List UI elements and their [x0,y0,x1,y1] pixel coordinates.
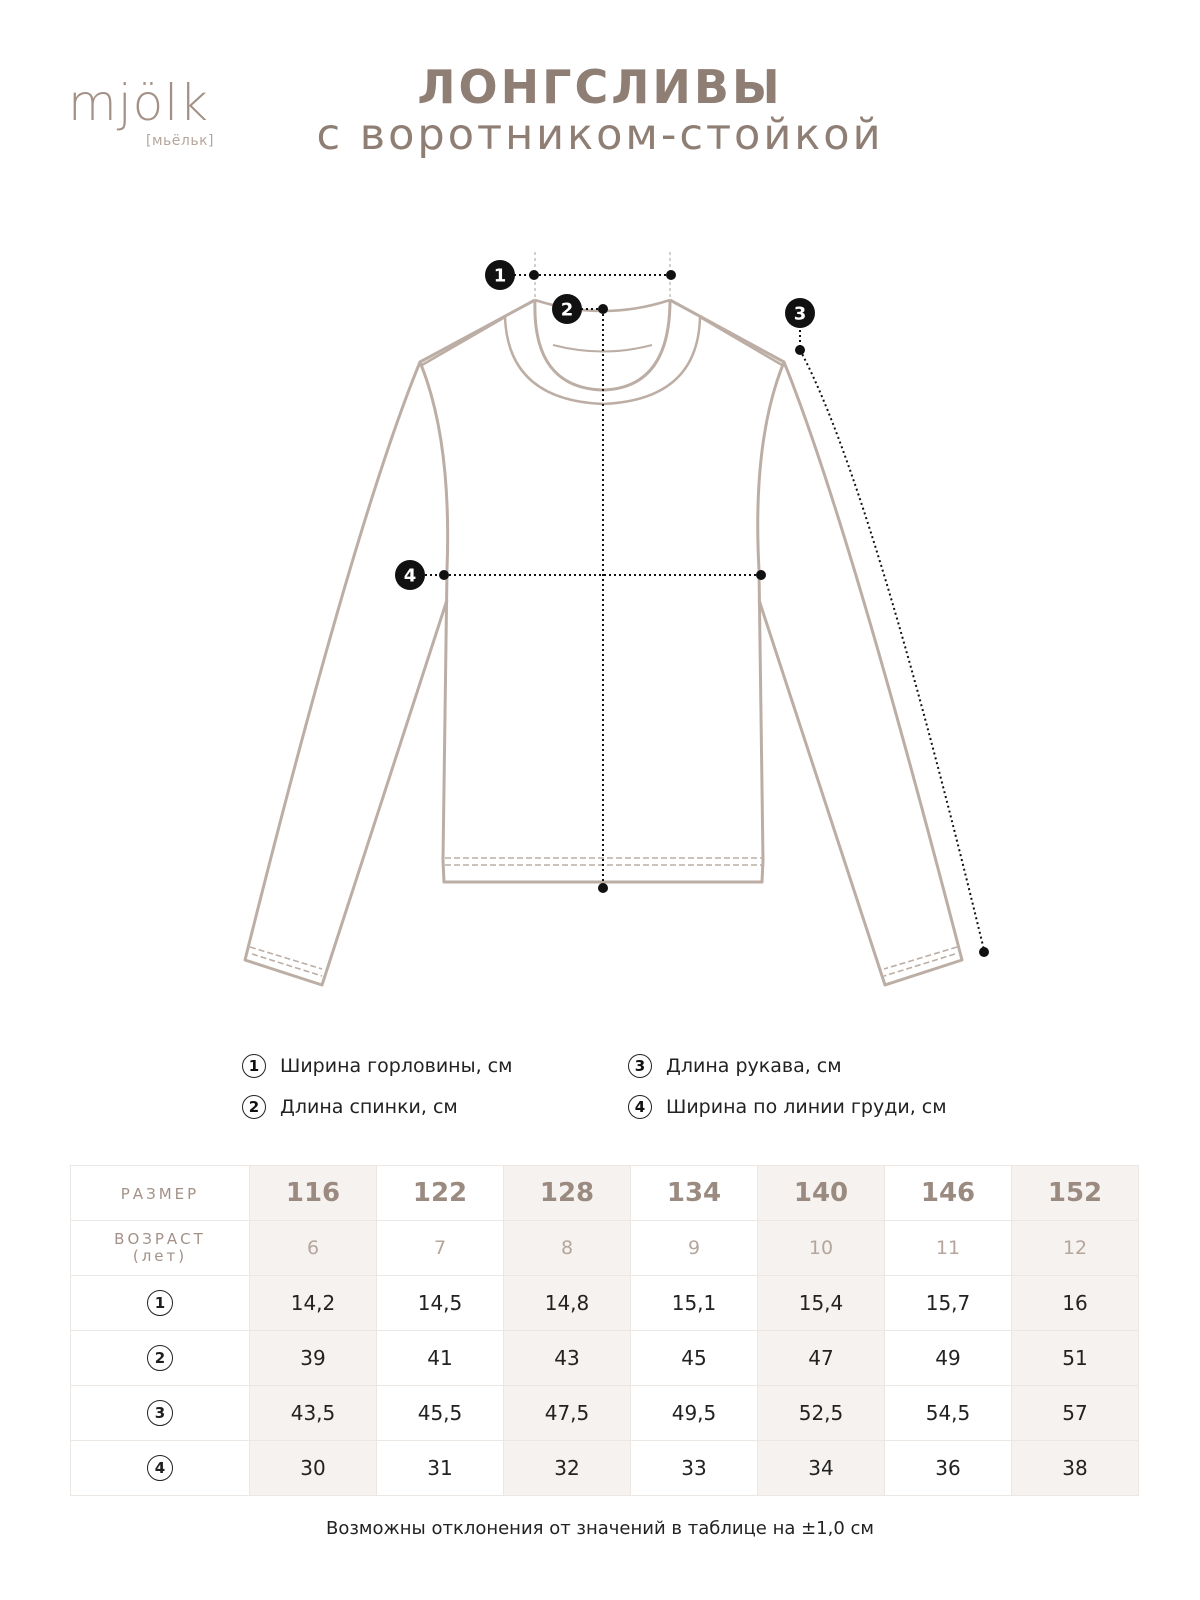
age-cell: 10 [758,1221,885,1276]
value-cell: 49,5 [631,1386,758,1441]
marker-2-label: 2 [560,299,574,321]
page-subtitle: с воротником-стойкой [316,110,884,160]
table-row-measure-1 [71,1276,1139,1331]
size-table [70,1165,1139,1496]
age-cell: 8 [504,1221,631,1276]
right-sleeve [759,362,962,985]
logo-subtext: [мьёльк] [146,133,215,149]
value-cell: 15,7 [885,1276,1012,1331]
legend-badge: 2 [242,1095,266,1119]
left-sleeve [245,362,447,985]
value-cell: 54,5 [885,1386,1012,1441]
marker-3-label: 3 [793,303,807,325]
value-cell: 38 [1012,1441,1139,1496]
value-cell: 45,5 [377,1386,504,1441]
age-header: ВОЗРАСТ (лет) [71,1221,250,1276]
value-cell: 51 [1012,1331,1139,1386]
size-cell: 116 [250,1166,377,1221]
value-cell: 14,5 [377,1276,504,1331]
value-cell: 34 [758,1441,885,1496]
value-cell: 14,2 [250,1276,377,1331]
value-cell: 43 [504,1331,631,1386]
value-cell: 32 [504,1441,631,1496]
legend-badge: 4 [628,1095,652,1119]
size-cell: 146 [885,1166,1012,1221]
size-cell: 128 [504,1166,631,1221]
sleeve-length-line [800,350,984,950]
value-cell: 49 [885,1331,1012,1386]
legend-item-chest-width [628,1095,947,1119]
marker-1-label: 1 [493,265,507,287]
marker-4-label: 4 [403,565,417,587]
size-cell: 134 [631,1166,758,1221]
table-row-sizes [71,1166,1139,1221]
value-cell: 15,4 [758,1276,885,1331]
size-cell: 122 [377,1166,504,1221]
age-cell: 6 [250,1221,377,1276]
value-cell: 39 [250,1331,377,1386]
value-cell: 16 [1012,1276,1139,1331]
row-badge-cell: 2 [71,1331,250,1386]
legend-badge: 1 [242,1054,266,1078]
size-cell: 152 [1012,1166,1139,1221]
age-cell: 7 [377,1221,504,1276]
page-title: ЛОНГСЛИВЫ [417,60,783,114]
tolerance-note: Возможны отклонения от значений в таблице на ±1,0 см [326,1518,874,1539]
value-cell: 52,5 [758,1386,885,1441]
row-badge-cell: 3 [71,1386,250,1441]
value-cell: 45 [631,1331,758,1386]
table-row-measure-3 [71,1386,1139,1441]
value-cell: 47,5 [504,1386,631,1441]
logo-text: mjölk [68,74,210,132]
table-row-ages [71,1221,1139,1276]
value-cell: 47 [758,1331,885,1386]
size-header: РАЗМЕР [71,1166,250,1221]
age-cell: 9 [631,1221,758,1276]
value-cell: 14,8 [504,1276,631,1331]
legend-badge: 3 [628,1054,652,1078]
row-badge-cell: 1 [71,1276,250,1331]
value-cell: 31 [377,1441,504,1496]
value-cell: 15,1 [631,1276,758,1331]
age-cell: 11 [885,1221,1012,1276]
age-cell: 12 [1012,1221,1139,1276]
legend-item-sleeve-length [628,1054,842,1078]
value-cell: 57 [1012,1386,1139,1441]
value-cell: 41 [377,1331,504,1386]
legend-label: Длина спинки, см [280,1096,458,1118]
value-cell: 36 [885,1441,1012,1496]
row-badge-cell: 4 [71,1441,250,1496]
value-cell: 43,5 [250,1386,377,1441]
legend-label: Ширина по линии груди, см [666,1096,947,1118]
table-row-measure-4 [71,1441,1139,1496]
legend-item-back-length [242,1095,458,1119]
legend-label: Длина рукава, см [666,1055,842,1077]
legend-item-neck-width [242,1054,512,1078]
value-cell: 33 [631,1441,758,1496]
size-cell: 140 [758,1166,885,1221]
value-cell: 30 [250,1441,377,1496]
table-row-measure-2 [71,1331,1139,1386]
legend-label: Ширина горловины, см [280,1055,513,1077]
